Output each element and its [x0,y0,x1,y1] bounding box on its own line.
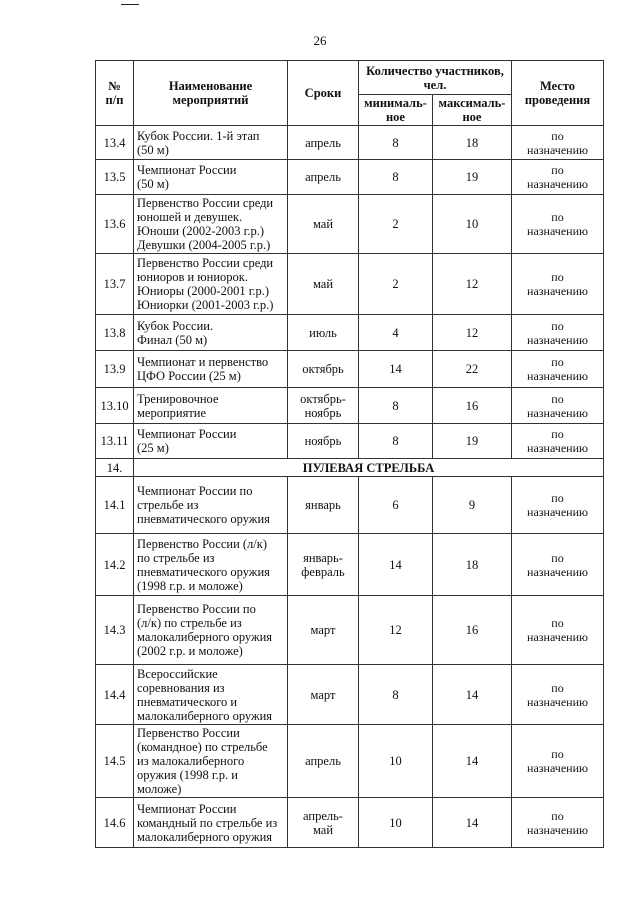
event-name: Первенство России (л/к) по стрельбе из пневматического оружия (1998 г.р. и моложе) [134,534,288,596]
participants-min: 8 [359,160,433,195]
top-rule [121,4,139,5]
row-number: 13.9 [96,351,134,388]
row-number: 14.5 [96,725,134,798]
table-row [96,596,604,665]
table-row [96,254,604,315]
table-row [96,665,604,725]
event-place: по назначению [512,424,604,459]
event-place: по назначению [512,126,604,160]
event-name: Первенство России по (л/к) по стрельбе из малокалиберного оружия (2002 г.р. и моложе) [134,596,288,665]
event-term: октябрь- ноябрь [288,388,359,424]
event-place: по назначению [512,534,604,596]
event-term: апрель- май [288,798,359,848]
row-number: 13.11 [96,424,134,459]
table-row [96,351,604,388]
row-number: 14.4 [96,665,134,725]
event-name: Первенство России (командное) по стрельбе из малокалиберного оружия (1998 г.р. и моложе) [134,725,288,798]
table-row [96,195,604,254]
event-place: по назначению [512,477,604,534]
participants-max: 18 [433,126,512,160]
header-place: Место проведения [512,61,604,126]
section-number: 14. [96,459,134,477]
event-name: Первенство России среди юниоров и юниорок. Юниоры (2000-2001 г.р.) Юниорки (2001-2003 г.р.) [134,254,288,315]
event-name: Первенство России среди юношей и девушек. Юноши (2002-2003 г.р.) Девушки (2004-2005 г.р.) [134,195,288,254]
event-term: апрель [288,160,359,195]
table-row [96,126,604,160]
participants-min: 8 [359,126,433,160]
event-name: Чемпионат России (50 м) [134,160,288,195]
participants-max: 18 [433,534,512,596]
row-number: 13.5 [96,160,134,195]
event-term: июль [288,315,359,351]
event-place: по назначению [512,665,604,725]
event-name: Кубок России. 1-й этап (50 м) [134,126,288,160]
table-row [96,477,604,534]
row-number: 14.6 [96,798,134,848]
section-title: ПУЛЕВАЯ СТРЕЛЬБА [134,459,604,477]
event-term: январь [288,477,359,534]
event-name: Тренировочное мероприятие [134,388,288,424]
participants-max: 10 [433,195,512,254]
event-place: по назначению [512,388,604,424]
event-place: по назначению [512,798,604,848]
participants-min: 10 [359,725,433,798]
table-body-swimming [96,126,604,459]
event-name: Чемпионат России по стрельбе из пневматического оружия [134,477,288,534]
participants-min: 10 [359,798,433,848]
section-row [96,459,604,477]
table-row [96,798,604,848]
event-term: январь- февраль [288,534,359,596]
header-term: Сроки [288,61,359,126]
event-place: по назначению [512,315,604,351]
event-name: Кубок России. Финал (50 м) [134,315,288,351]
participants-min: 2 [359,254,433,315]
event-place: по назначению [512,725,604,798]
header-row [96,61,604,95]
event-place: по назначению [512,254,604,315]
event-name: Чемпионат России командный по стрельбе из малокалиберного оружия [134,798,288,848]
table-row [96,315,604,351]
event-place: по назначению [512,160,604,195]
row-number: 14.1 [96,477,134,534]
header-count: Количество участников, чел. [359,61,512,95]
participants-min: 14 [359,351,433,388]
participants-max: 12 [433,254,512,315]
row-number: 14.2 [96,534,134,596]
participants-min: 8 [359,665,433,725]
page-number: 26 [313,33,327,48]
participants-max: 19 [433,160,512,195]
participants-max: 19 [433,424,512,459]
participants-max: 9 [433,477,512,534]
row-number: 14.3 [96,596,134,665]
table-row [96,160,604,195]
event-name: Всероссийские соревнования из пневматического и малокалиберного оружия [134,665,288,725]
event-term: ноябрь [288,424,359,459]
participants-max: 22 [433,351,512,388]
header-max: максималь- ное [433,95,512,126]
participants-max: 12 [433,315,512,351]
event-name: Чемпионат России (25 м) [134,424,288,459]
event-term: март [288,665,359,725]
participants-max: 14 [433,725,512,798]
participants-min: 12 [359,596,433,665]
event-term: март [288,596,359,665]
event-name: Чемпионат и первенство ЦФО России (25 м) [134,351,288,388]
event-term: май [288,254,359,315]
participants-min: 8 [359,424,433,459]
event-place: по назначению [512,351,604,388]
header-min: минималь- ное [359,95,433,126]
row-number: 13.6 [96,195,134,254]
table-row [96,534,604,596]
participants-min: 14 [359,534,433,596]
event-place: по назначению [512,596,604,665]
event-term: апрель [288,725,359,798]
event-term: октябрь [288,351,359,388]
row-number: 13.7 [96,254,134,315]
row-number: 13.10 [96,388,134,424]
events-table [95,60,604,848]
table-row [96,388,604,424]
event-term: май [288,195,359,254]
participants-max: 16 [433,596,512,665]
participants-max: 16 [433,388,512,424]
header-name: Наименование мероприятий [134,61,288,126]
participants-min: 4 [359,315,433,351]
participants-max: 14 [433,665,512,725]
participants-max: 14 [433,798,512,848]
participants-min: 2 [359,195,433,254]
participants-min: 6 [359,477,433,534]
section-row-group [96,459,604,477]
table-row [96,424,604,459]
table-row [96,725,604,798]
table-body-shooting [96,477,604,848]
header-num: № п/п [96,61,134,126]
event-term: апрель [288,126,359,160]
row-number: 13.4 [96,126,134,160]
participants-min: 8 [359,388,433,424]
event-place: по назначению [512,195,604,254]
row-number: 13.8 [96,315,134,351]
